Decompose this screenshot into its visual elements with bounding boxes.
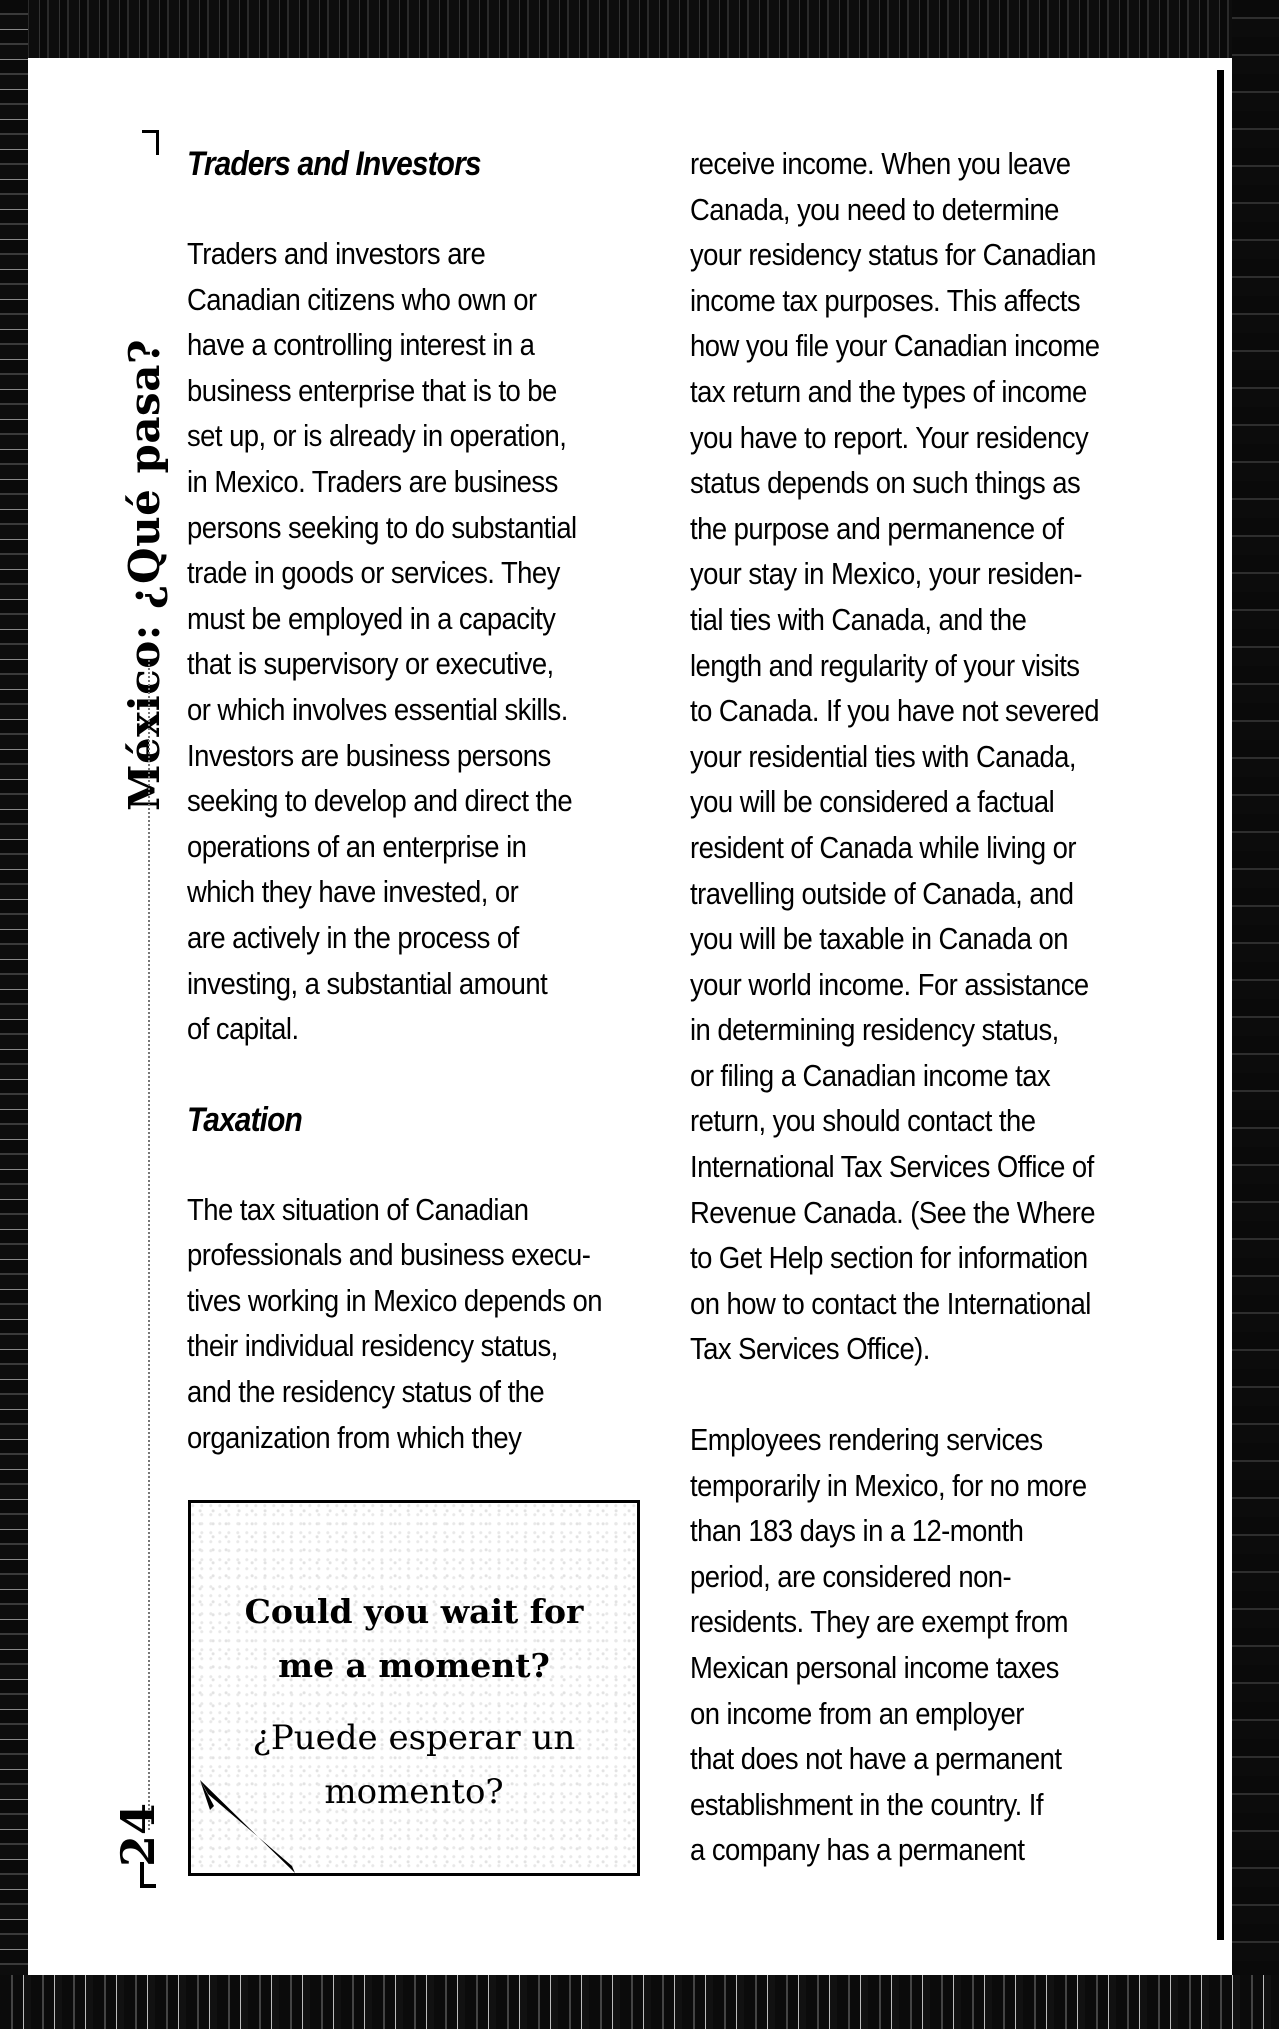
scan-border-right <box>1232 0 1279 2029</box>
scan-border-top <box>0 0 1279 58</box>
running-title: México: ¿Qué pasa? <box>120 338 169 812</box>
paragraph-traders-investors: Traders and investors are Canadian citizens who own or have a controlling interest in a business enterprise that is to be set up, or is already in operation, in Mexico. Traders are business persons seeking to do substantial trade in goods or services. They must be employed in a capacity that is supervisory or executive, or which involves essential skills. Investors are business persons seeking to develop and direct the operations of an enterprise in which they have invested, or are actively in the process of investing, a substantial amount of capital. <box>187 237 577 1047</box>
heading-traders-investors: Traders and Investors <box>187 145 481 183</box>
paragraph-taxation: The tax situation of Canadian professionals and business execu- tives working in Mexico depends on their individual residency status, and the residency status of the organization from which they <box>187 1192 602 1455</box>
scan-border-left <box>0 0 28 2029</box>
callout-english-line-1: Could you wait for <box>244 1592 584 1631</box>
running-header <box>115 125 169 1985</box>
right-column <box>690 142 1190 1874</box>
scan-border-bottom <box>0 1975 1279 2029</box>
page-number: 24 <box>111 1803 165 1868</box>
header-bracket-bottom <box>140 1862 156 1888</box>
header-dotted-rule <box>148 660 150 1830</box>
speech-pointer-icon <box>200 1770 310 1880</box>
callout-english-phrase <box>191 1585 637 1693</box>
left-column <box>187 142 657 1461</box>
paragraph-employees: Employees rendering services temporarily in Mexico, for no more than 183 days in a 12-month period, are considered non- residents. They are exempt from Mexican personal income taxes on income from an employer that does not have a permanent establishment in the country. If a company has a permanent <box>690 1423 1087 1868</box>
callout-spanish-line-1: ¿Puede esperar un <box>252 1718 576 1758</box>
paragraph-residency: receive income. When you leave Canada, you need to determine your residency status for Canadian income tax purposes. This affects how you file your Canadian income tax return and the types of income you have to report. Your residency status depends on such things as the purpose and permanence of your stay in Mexico, your residen- tial ties with Canada, and the length and regularity of your visits to Canada. If you have not severed your residential ties with Canada, you will be considered a factual resident of Canada while living or travelling outside of Canada, and you will be taxable in Canada on your world income. For assistance in determining residency status, or filing a Canadian income tax return, you should contact the International Tax Services Office of Revenue Canada. (See the Where to Get Help section for information on how to contact the International Tax Services Office). <box>690 147 1100 1367</box>
callout-spanish-line-2: momento? <box>324 1772 504 1812</box>
heading-taxation: Taxation <box>187 1100 302 1139</box>
page-right-rule <box>1217 70 1224 1940</box>
callout-english-line-2: me a moment? <box>278 1646 550 1685</box>
